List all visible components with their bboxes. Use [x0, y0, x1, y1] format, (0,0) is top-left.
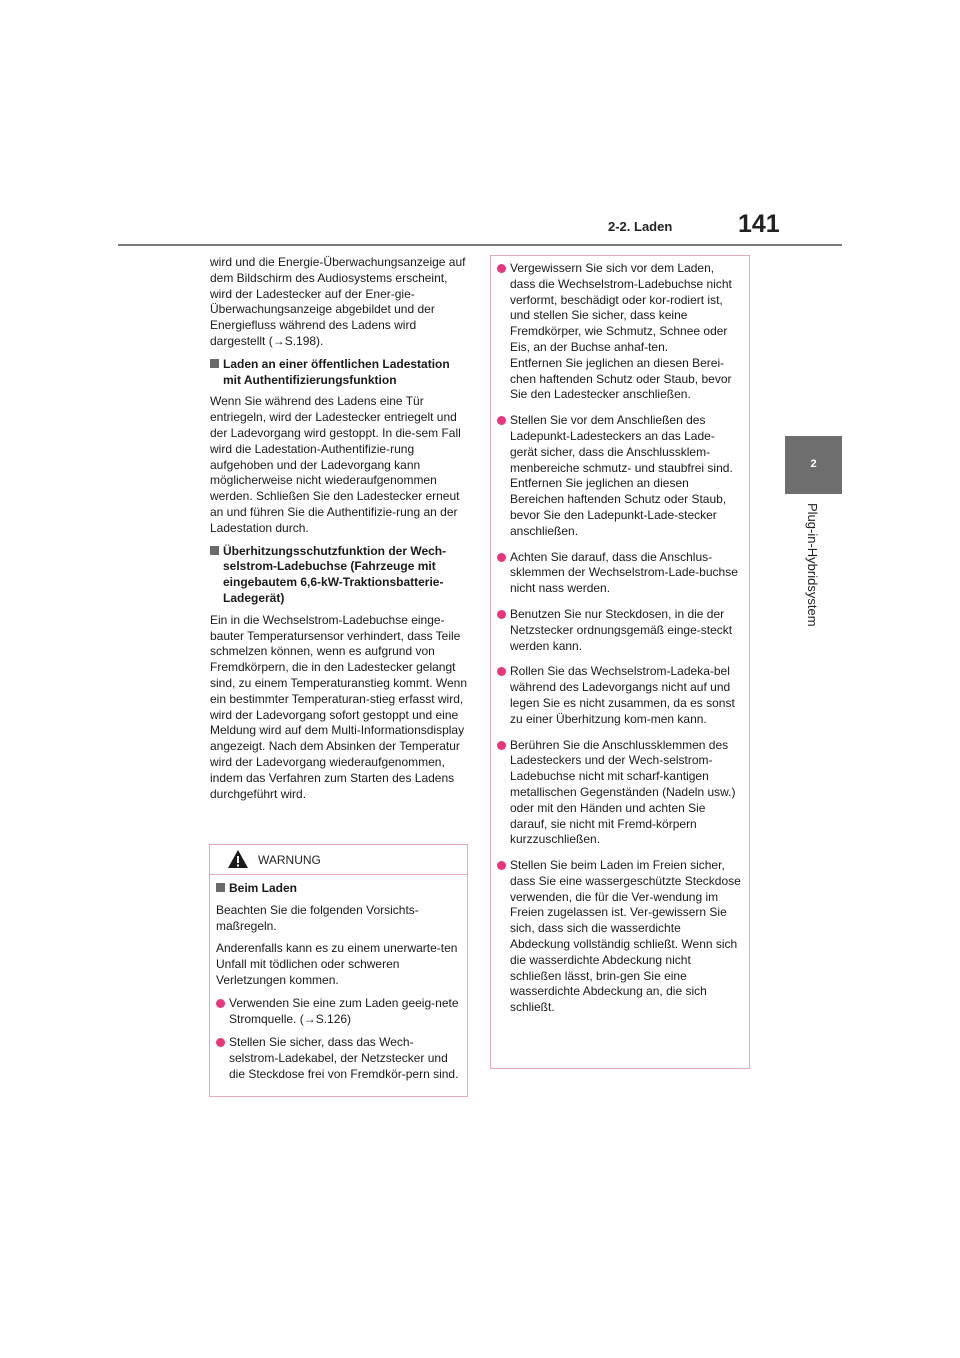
bullet-dot-icon: [216, 999, 225, 1008]
warning-header: [210, 845, 467, 875]
bullet-text: Achten Sie darauf, dass die Anschlus-sklemmen der Wechselstrom-Lade-buchse nicht nass werden.: [510, 549, 738, 596]
bullet-extra-text: Entfernen Sie jeglichen an diesen Berei-chen haftenden Schutz oder Staub, bevor Sie den Ladestecker anschließen.: [510, 355, 732, 402]
bullet-dot-icon: [497, 741, 506, 750]
warning-continuation-box: [490, 255, 750, 1069]
warning-box: [209, 844, 468, 1097]
bullet-text: Stellen Sie beim Laden im Freien sicher, dass Sie eine wassergeschützte Steckdose verwenden, die für die Ver-wendung im Freien zugelassen ist. Ver-gewissern Sie sich, dass sich die wasserdichte Abdeckung vollständig schließt. Wenn sich die wasserdichte Abdeckung nicht schließen lässt, brin-gen Sie eine wasserdichte Abdeckung an, die sich schließt.: [510, 858, 741, 1015]
square-bullet-icon: [210, 546, 219, 555]
warning-triangle-icon: [227, 849, 249, 869]
section-heading-public-station: [210, 357, 468, 389]
bullet-dot-icon: [216, 1038, 225, 1047]
warning-title: WARNUNG: [258, 853, 321, 867]
section-heading-text: Überhitzungsschutzfunktion der Wech-selstrom-Ladebuchse (Fahrzeuge mit eingebautem 6,6-kW-Traktionsbatterie-Ladegerät): [223, 543, 447, 605]
bullet-dot-icon: [497, 264, 506, 273]
bullet-dot-icon: [497, 667, 506, 676]
warning-heading: [216, 881, 459, 897]
warning-bullet: [216, 1035, 459, 1082]
warning-bullet: [497, 607, 741, 654]
section-heading-overheat: [210, 544, 468, 607]
warning-heading-text: Beim Laden: [229, 881, 298, 895]
section-paragraph: Ein in die Wechselstrom-Ladebuchse einge-bauter Temperatursensor verhindert, dass Teile schmelzen können, wenn es aufgrund von Fremdkörpern, die in den Ladestecker gelangt sind, zu einem Temperaturanstieg kommt. Wenn ein bestimmter Temperaturan-stieg erfasst wird, wird der Ladevorgang sofort gestoppt und eine Meldung wird auf dem Multi-Informationsdisplay angezeigt. Nach dem Absinken der Temperatur wird der Ladevorgang wiederaufgenommen, indem das Verfahren zum Starten des Ladens durchgeführt wird.: [210, 612, 468, 801]
bullet-text: Stellen Sie sicher, dass das Wech-selstrom-Ladekabel, der Netzstecker und die Steckdose frei von Fremdkör-pern sind.: [229, 1035, 459, 1081]
square-bullet-icon: [210, 359, 219, 368]
square-bullet-icon: [216, 883, 225, 892]
bullet-text: Stellen Sie vor dem Anschließen des Ladepunkt-Ladesteckers an das Lade-gerät sicher, dass die Anschlussklem-menbereiche schmutz- und staubfrei sind. Entfernen Sie jeglichen an diesen Bereichen haftenden Schutz oder Staub, bevor Sie den Ladepunkt-Lade-stecker anschließen.: [510, 413, 733, 538]
warning-bullet: [497, 858, 741, 1016]
bullet-text: Rollen Sie das Wechselstrom-Ladeka-bel während des Ladevorgangs nicht auf und legen Sie es nicht zusammen, da es sonst zu einer Überhitzung kom-men kann.: [510, 664, 735, 726]
bullet-dot-icon: [497, 553, 506, 562]
intro-paragraph: wird und die Energie-Überwachungsanzeige auf dem Bildschirm des Audiosystems erscheint, wird der Ladestecker auf der Ener-gie-Überwachungsanzeige abgebildet und der Energiefluss während des Ladens wird dargestellt (→S.198).: [210, 255, 466, 348]
bullet-text: Vergewissern Sie sich vor dem Laden, dass die Wechselstrom-Ladebuchse nicht verformt, beschädigt oder kor-rodiert ist, und stellen Sie sicher, dass keine Fremdkörper, wie Schmutz, Schnee oder Eis, an der Buchse anhaf-ten.: [510, 261, 732, 354]
bullet-dot-icon: [497, 861, 506, 870]
warning-paragraph: Anderenfalls kann es zu einem unerwarte-ten Unfall mit tödlichen oder schweren Verletzungen kommen.: [216, 941, 458, 987]
chapter-number: 2: [810, 458, 817, 470]
section-paragraph: Wenn Sie während des Ladens eine Tür entriegeln, wird der Ladestecker entriegelt und der Ladevorgang wird gestoppt. In die-sem Fall wird die Ladestation-Authentifizie-rung aufgehoben und der Ladevorgang kann möglicherweise nicht wiederaufgenommen werden. Schließen Sie den Ladestecker erneut an und führen Sie die Authentifizie-rung an der Ladestation durch.: [210, 394, 461, 535]
warning-bullet: [497, 413, 741, 539]
warning-bullet: [497, 664, 741, 727]
warning-bullet: [497, 738, 741, 849]
chapter-title: Plug-in-Hybridsystem: [805, 503, 820, 627]
bullet-text: Verwenden Sie eine zum Laden geeig-nete Stromquelle. (→S.126): [229, 995, 459, 1026]
chapter-tab: [785, 436, 842, 494]
warning-bullet: [497, 261, 741, 403]
header-rule: [118, 244, 842, 246]
section-label: 2-2. Laden: [608, 219, 673, 234]
bullet-dot-icon: [497, 416, 506, 425]
left-column: [210, 255, 468, 809]
bullet-text: Benutzen Sie nur Steckdosen, in die der Netzstecker ordnungsgemäß einge-steckt werden kann.: [510, 606, 733, 653]
bullet-text: Berühren Sie die Anschlussklemmen des Ladesteckers und der Wech-selstrom-Ladebuchse nicht mit scharf-kantigen metallischen Gegenständen (Nadeln usw.) oder mit den Händen und achten Sie darauf, sie nicht mit Fremd-körpern kurzzuschließen.: [510, 737, 736, 847]
warning-bullet: [216, 996, 459, 1028]
warning-body: [210, 875, 467, 1083]
warning-bullet: [497, 550, 741, 597]
page-number: 141: [738, 210, 780, 238]
warning-paragraph: Beachten Sie die folgenden Vorsichts-maßregeln.: [216, 902, 419, 933]
bullet-dot-icon: [497, 610, 506, 619]
section-heading-text: Laden an einer öffentlichen Ladestation mit Authentifizierungsfunktion: [223, 356, 450, 387]
